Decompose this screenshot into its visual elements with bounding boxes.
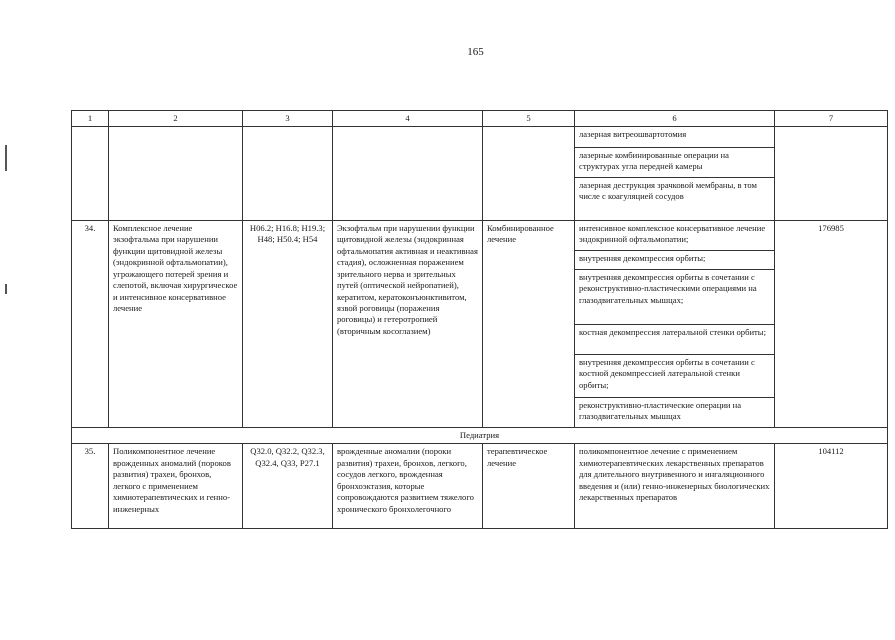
icd-codes: Q32.0, Q32.2, Q32.3, Q32.4, Q33, P27.1 xyxy=(243,444,333,529)
column-header: 5 xyxy=(483,111,575,127)
treatment-cell: внутренняя декомпрессия орбиты в сочетании с костной декомпрессией латеральной стенки орбиты; xyxy=(575,355,775,398)
row-number: 35. xyxy=(72,444,109,529)
treatment-cell: поликомпонентное лечение с применением химиотерапевтических лекарственных препаратов для длительного внутривенного и ингаляционного введения и (или) генно-инженерных биологических лекарственных препаратов xyxy=(575,444,775,529)
empty-cell xyxy=(775,127,888,221)
empty-cell xyxy=(333,127,483,221)
patient-model: врожденные аномалии (пороки развития) трахеи, бронхов, легкого, сосудов легкого, врожденная бронхоэктазия, которые сопровождаются развитием тяжелого хронического бронхолегочного xyxy=(333,444,483,529)
empty-cell xyxy=(109,127,243,221)
treatment-type: терапевтическое лечение xyxy=(483,444,575,529)
column-header-row xyxy=(72,111,888,127)
patient-model: Экзофтальм при нарушении функции щитовидной железы (эндокринная офтальмопатия активная и неактивная стадия), осложненная поражением зрительного нерва и зрительных путей (оптической нейропатией), кератитом, кератоконъюнктивитом, язвой роговицы (поражения роговицы) и гетеротропией (вторичным косоглазием) xyxy=(333,221,483,428)
section-title: Педиатрия xyxy=(72,428,888,444)
row-number: 34. xyxy=(72,221,109,428)
treatment-type: Комбинированное лечение xyxy=(483,221,575,428)
table-row xyxy=(72,444,888,529)
page-number: 165 xyxy=(467,46,484,58)
cost-value: 104112 xyxy=(775,444,888,529)
empty-cell xyxy=(483,127,575,221)
empty-cell xyxy=(72,127,109,221)
treatment-cell: реконструктивно-пластические операции на глазодвигательных мышцах xyxy=(575,398,775,428)
treatment-table xyxy=(71,110,888,529)
treatment-cell: внутренняя декомпрессия орбиты; xyxy=(575,251,775,270)
empty-cell xyxy=(243,127,333,221)
column-header: 7 xyxy=(775,111,888,127)
treatment-cell: интенсивное комплексное консервативное лечение эндокринной офтальмопатии; xyxy=(575,221,775,251)
column-header: 2 xyxy=(109,111,243,127)
icd-codes: H06.2; H16.8; H19.3; H48; H50.4; H54 xyxy=(243,221,333,428)
treatment-cell: лазерная витреошвартотомия xyxy=(575,127,775,148)
scan-mark xyxy=(5,145,7,171)
table-row xyxy=(72,127,888,148)
column-header: 1 xyxy=(72,111,109,127)
section-row xyxy=(72,428,888,444)
column-header: 4 xyxy=(333,111,483,127)
treatment-cell: лазерная деструкция зрачковой мембраны, в том числе с коагуляцией сосудов xyxy=(575,178,775,221)
column-header: 3 xyxy=(243,111,333,127)
column-header: 6 xyxy=(575,111,775,127)
treatment-cell: лазерные комбинированные операции на структурах угла передней камеры xyxy=(575,148,775,178)
cost-value: 176985 xyxy=(775,221,888,428)
treatment-cell: костная декомпрессия латеральной стенки орбиты; xyxy=(575,325,775,355)
treatment-name: Комплексное лечение экзофтальма при нарушении функции щитовидной железы (эндокринной офтальмопатии), угрожающего потерей зрения и слепотой, включая хирургическое и интенсивное консервативное лечение xyxy=(109,221,243,428)
treatment-name: Поликомпонентное лечение врожденных аномалий (пороков развития) трахеи, бронхов, легкого с применением химиотерапевтических и генно-инженерных xyxy=(109,444,243,529)
table-row xyxy=(72,221,888,251)
scan-mark xyxy=(5,284,7,294)
treatment-cell: внутренняя декомпрессия орбиты в сочетании с реконструктивно-пластическими операциями на глазодвигательных мышцах; xyxy=(575,270,775,325)
